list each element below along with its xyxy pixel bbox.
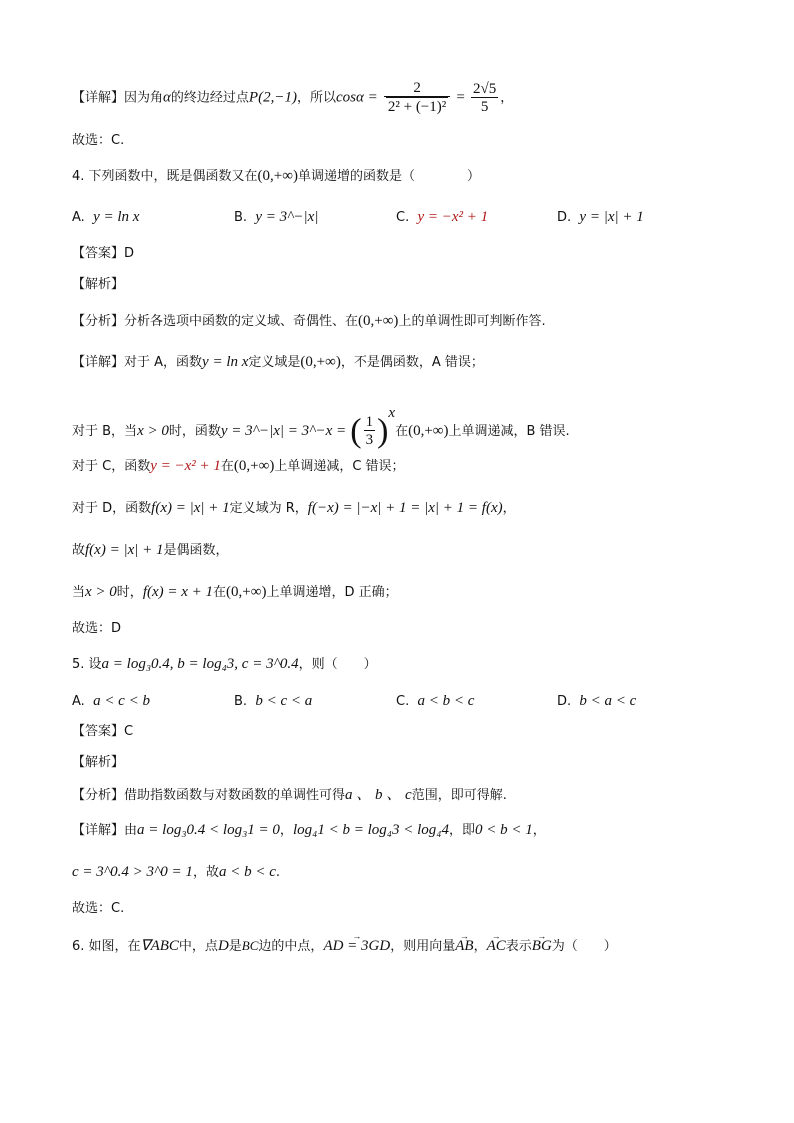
option-expr: y = ln x [93,209,140,225]
option-letter: C. [396,210,410,225]
text: ， [532,823,546,838]
q5-option-c [396,691,474,712]
text: 在 [220,459,234,474]
detail-tag: 【详解】 [72,90,125,106]
q4-detail-c [72,456,405,477]
vector-bg: → BG [532,936,552,956]
expr: x > 0 [85,584,117,600]
text: 的终边经过点 [170,90,249,106]
q4-option-b [234,207,318,228]
option-letter: D. [557,694,572,709]
sqrt-expr: 2² + (−1)² [387,99,447,115]
text: 在 [213,585,227,600]
text: 时，函数 [168,424,221,439]
text: 对于 A，函数 [124,355,203,370]
text: ，故 [192,865,219,880]
option-letter: B. [234,210,248,225]
text: 边的中点， [258,939,324,954]
q5-answer: 【答案】C [72,724,134,739]
option-expr: a < b < c [417,693,475,709]
interval: (0,+∞) [300,354,341,370]
text: 6. 如图，在 [72,939,141,954]
fraction [364,414,376,449]
text: ， [500,90,514,106]
numerator: 2 [384,80,450,97]
fenxi-tag: 【分析】 [72,788,125,803]
q6-stem [72,936,617,957]
expr: a = log₃0.4 < log₃1 = 0 [137,822,280,838]
interval: (0,+∞) [233,458,275,474]
vector-ab: → AB [455,936,473,956]
denominator: 3 [365,432,374,448]
option-letter: D. [557,210,572,225]
text: 是偶函数， [163,543,229,558]
interval: (0,+∞) [257,168,298,184]
expr: a < b < c [218,864,276,880]
text: ， [279,823,293,838]
interval: (0,+∞) [408,423,449,439]
expr: 0 < b < 1 [474,822,533,838]
q5-analysis-tag: 【解析】 [72,755,125,770]
q4-detail-d3 [72,582,398,603]
text: ，所以 [296,90,336,106]
option-expr: y = 3^−|x| [255,209,319,225]
text: 表示 [505,939,532,954]
option-letter: A. [72,694,85,709]
numerator: 1 [365,414,374,430]
vector-equation: → AD = 3GD [323,936,390,956]
q3-detail-line [72,80,513,116]
q4-detail-a [72,352,484,373]
expr: f(x) = |x| + 1 [85,542,164,558]
text: ，则用向量 [390,939,456,954]
text: 5. 设 [72,657,102,672]
text: 上的单调性即可判断作答. [398,314,546,329]
option-letter: C. [396,694,410,709]
text: 因为角 [124,90,164,106]
expr: f(−x) = |−x| + 1 = |x| + 1 = f(x) [307,500,503,516]
text: 定义域为 R， [229,501,308,516]
alpha-symbol: α [163,89,171,106]
q5-stem [72,654,377,675]
option-expr: b < a < c [579,693,637,709]
expr: x > 0 [137,423,169,439]
interval: (0,+∞) [226,584,267,600]
q4-stem [72,166,480,187]
segment-bc: BC [241,938,259,953]
text: 单调递增的函数是（ ） [297,169,480,184]
vector-ac: → AC [487,936,506,956]
q4-detail-b [72,394,570,451]
fraction [384,80,450,116]
text: 对于 B，当 [72,424,138,439]
option-letter: B. [234,694,248,709]
triangle-expr: ∇ABC [140,938,179,954]
option-expr: a < c < b [93,693,150,709]
expr: f(x) = |x| + 1 [151,500,230,516]
denominator [384,97,450,116]
text: ，即 [448,823,475,838]
q4-analysis-tag: 【解析】 [72,277,125,292]
text: 在 [395,424,409,439]
text: 上单调递减，B 错误. [448,424,570,439]
option-expr: b < c < a [255,693,313,709]
text: 上单调递减，C 错误； [274,459,405,474]
text: 当 [72,585,86,600]
big-paren-open: ( [350,412,362,450]
text: 分析各选项中函数的定义域、奇偶性、在 [124,314,359,329]
q5-option-b [234,691,312,712]
option-expr: y = |x| + 1 [579,209,644,225]
text: 是 [228,939,242,954]
text: ， [502,501,516,516]
text: 对于 C，函数 [72,459,151,474]
big-paren-close: ) [377,412,389,450]
fenxi-tag: 【分析】 [72,314,125,329]
text: 借助指数函数与对数函数的单调性可得 [124,788,346,803]
text: . [275,865,280,880]
q4-fenxi [72,311,546,332]
q4-option-d [557,207,644,228]
q4-detail-d2 [72,540,229,561]
detail-tag: 【详解】 [72,355,125,370]
expr: y = ln x [202,354,249,370]
text: 上单调递增，D 正确； [266,585,398,600]
text: 时， [116,585,143,600]
expr: a = log₃0.4, b = log₄3, c = 3^0.4 [101,656,299,672]
q4-answer: 【答案】D [72,246,135,261]
text: 定义域是 [248,355,301,370]
point-d: D [217,938,229,954]
detail-tag: 【详解】 [72,823,125,838]
interval: (0,+∞) [358,313,399,329]
text: 为（ ） [551,939,617,954]
expr: y = −x² + 1 [150,458,221,474]
text: 中，点 [178,939,218,954]
equals: = [456,89,465,106]
q5-option-d [557,691,636,712]
expr: f(x) = x + 1 [142,584,214,600]
q5-detail-1 [72,820,546,841]
expr: log₄1 < b = log₄3 < log₄4 [292,822,449,838]
expr: c = 3^0.4 > 3^0 = 1 [72,864,193,880]
text: 故 [72,543,86,558]
text: ，不是偶函数，A 错误； [340,355,484,370]
q4-detail-d [72,498,516,519]
cos-expr: cosα = [335,89,378,106]
expr: y = 3^−|x| = 3^−x = [220,423,347,439]
q5-fenxi [72,785,507,806]
option-expr: y = −x² + 1 [417,209,489,225]
text: 对于 D，函数 [72,501,152,516]
fraction [471,81,498,116]
q4-choice: 故选：D [72,621,122,636]
text: 4. 下列函数中，既是偶函数又在 [72,169,258,184]
q5-detail-2 [72,862,280,883]
denominator: 5 [480,98,489,115]
exponent: x [388,405,396,421]
text: ，则（ ） [298,657,377,672]
q4-option-c [396,207,488,228]
text: 范围，即可得解. [411,788,507,803]
q5-option-a [72,691,150,712]
option-letter: A. [72,210,85,225]
text: ， [473,939,487,954]
q5-choice: 故选：C. [72,901,125,916]
q4-option-a [72,207,139,228]
point-expr: P(2,−1) [248,89,297,106]
q3-choice: 故选：C. [72,133,125,148]
numerator: 2√5 [473,80,497,97]
text: 由 [124,823,138,838]
expr: a 、 b 、 c [345,787,412,803]
